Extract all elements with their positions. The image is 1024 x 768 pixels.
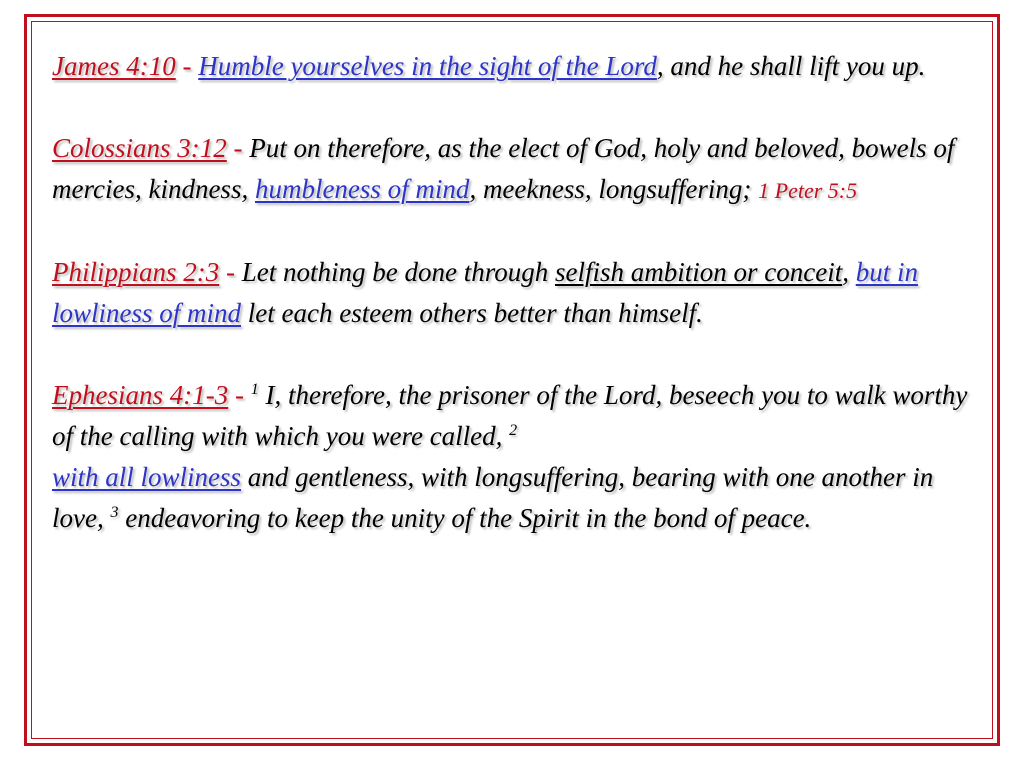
verse-number: 1 [250,381,259,398]
verse-number: 3 [110,504,119,521]
verse-james-4-10 [52,46,972,87]
verse-text: , meekness, longsuffering; [469,174,759,204]
verse-highlight: with all lowliness [52,462,242,492]
cross-reference: 1 Peter 5:5 [758,178,858,203]
verse-underlined: selfish ambition or conceit [554,257,843,287]
verse-reference: Philippians 2:3 [52,257,220,287]
verse-text: , and he shall lift you up. [656,51,926,81]
verse-highlight: Humble yourselves in the sight of the Lord [198,51,657,81]
verse-reference: James 4:10 [52,51,176,81]
verse-number: 2 [509,422,518,439]
verse-text: and gentleness, with longsuffering, bearing with one another in love, [52,462,934,533]
verse-text: Put on therefore, as the elect of God, holy and beloved, bowels of mercies, kindness, [52,133,955,204]
verse-highlight: humbleness of mind [254,174,470,204]
verse-colossians-3-12 [52,128,972,211]
verse-dash: - [175,51,199,81]
verse-dash: - [228,380,251,410]
verse-highlight: but in lowliness of mind [52,257,918,328]
verse-text: , [842,257,856,287]
verse-text: I, therefore, the prisoner of the Lord, beseech you to walk worthy of the calling with which you were called, [52,380,968,451]
verse-dash: - [219,257,242,287]
verse-philippians-2-3 [52,252,972,334]
verse-text: endeavoring to keep the unity of the Spirit in the bond of peace. [118,503,812,533]
verse-reference: Ephesians 4:1-3 [52,380,229,410]
verse-text: Let nothing be done through [241,257,555,287]
verse-ephesians-4-1-3 [52,375,972,539]
slide-content [52,46,972,539]
verse-reference: Colossians 3:12 [52,133,227,163]
verse-dash: - [226,133,250,163]
verse-text: let each esteem others better than himself. [241,298,703,328]
